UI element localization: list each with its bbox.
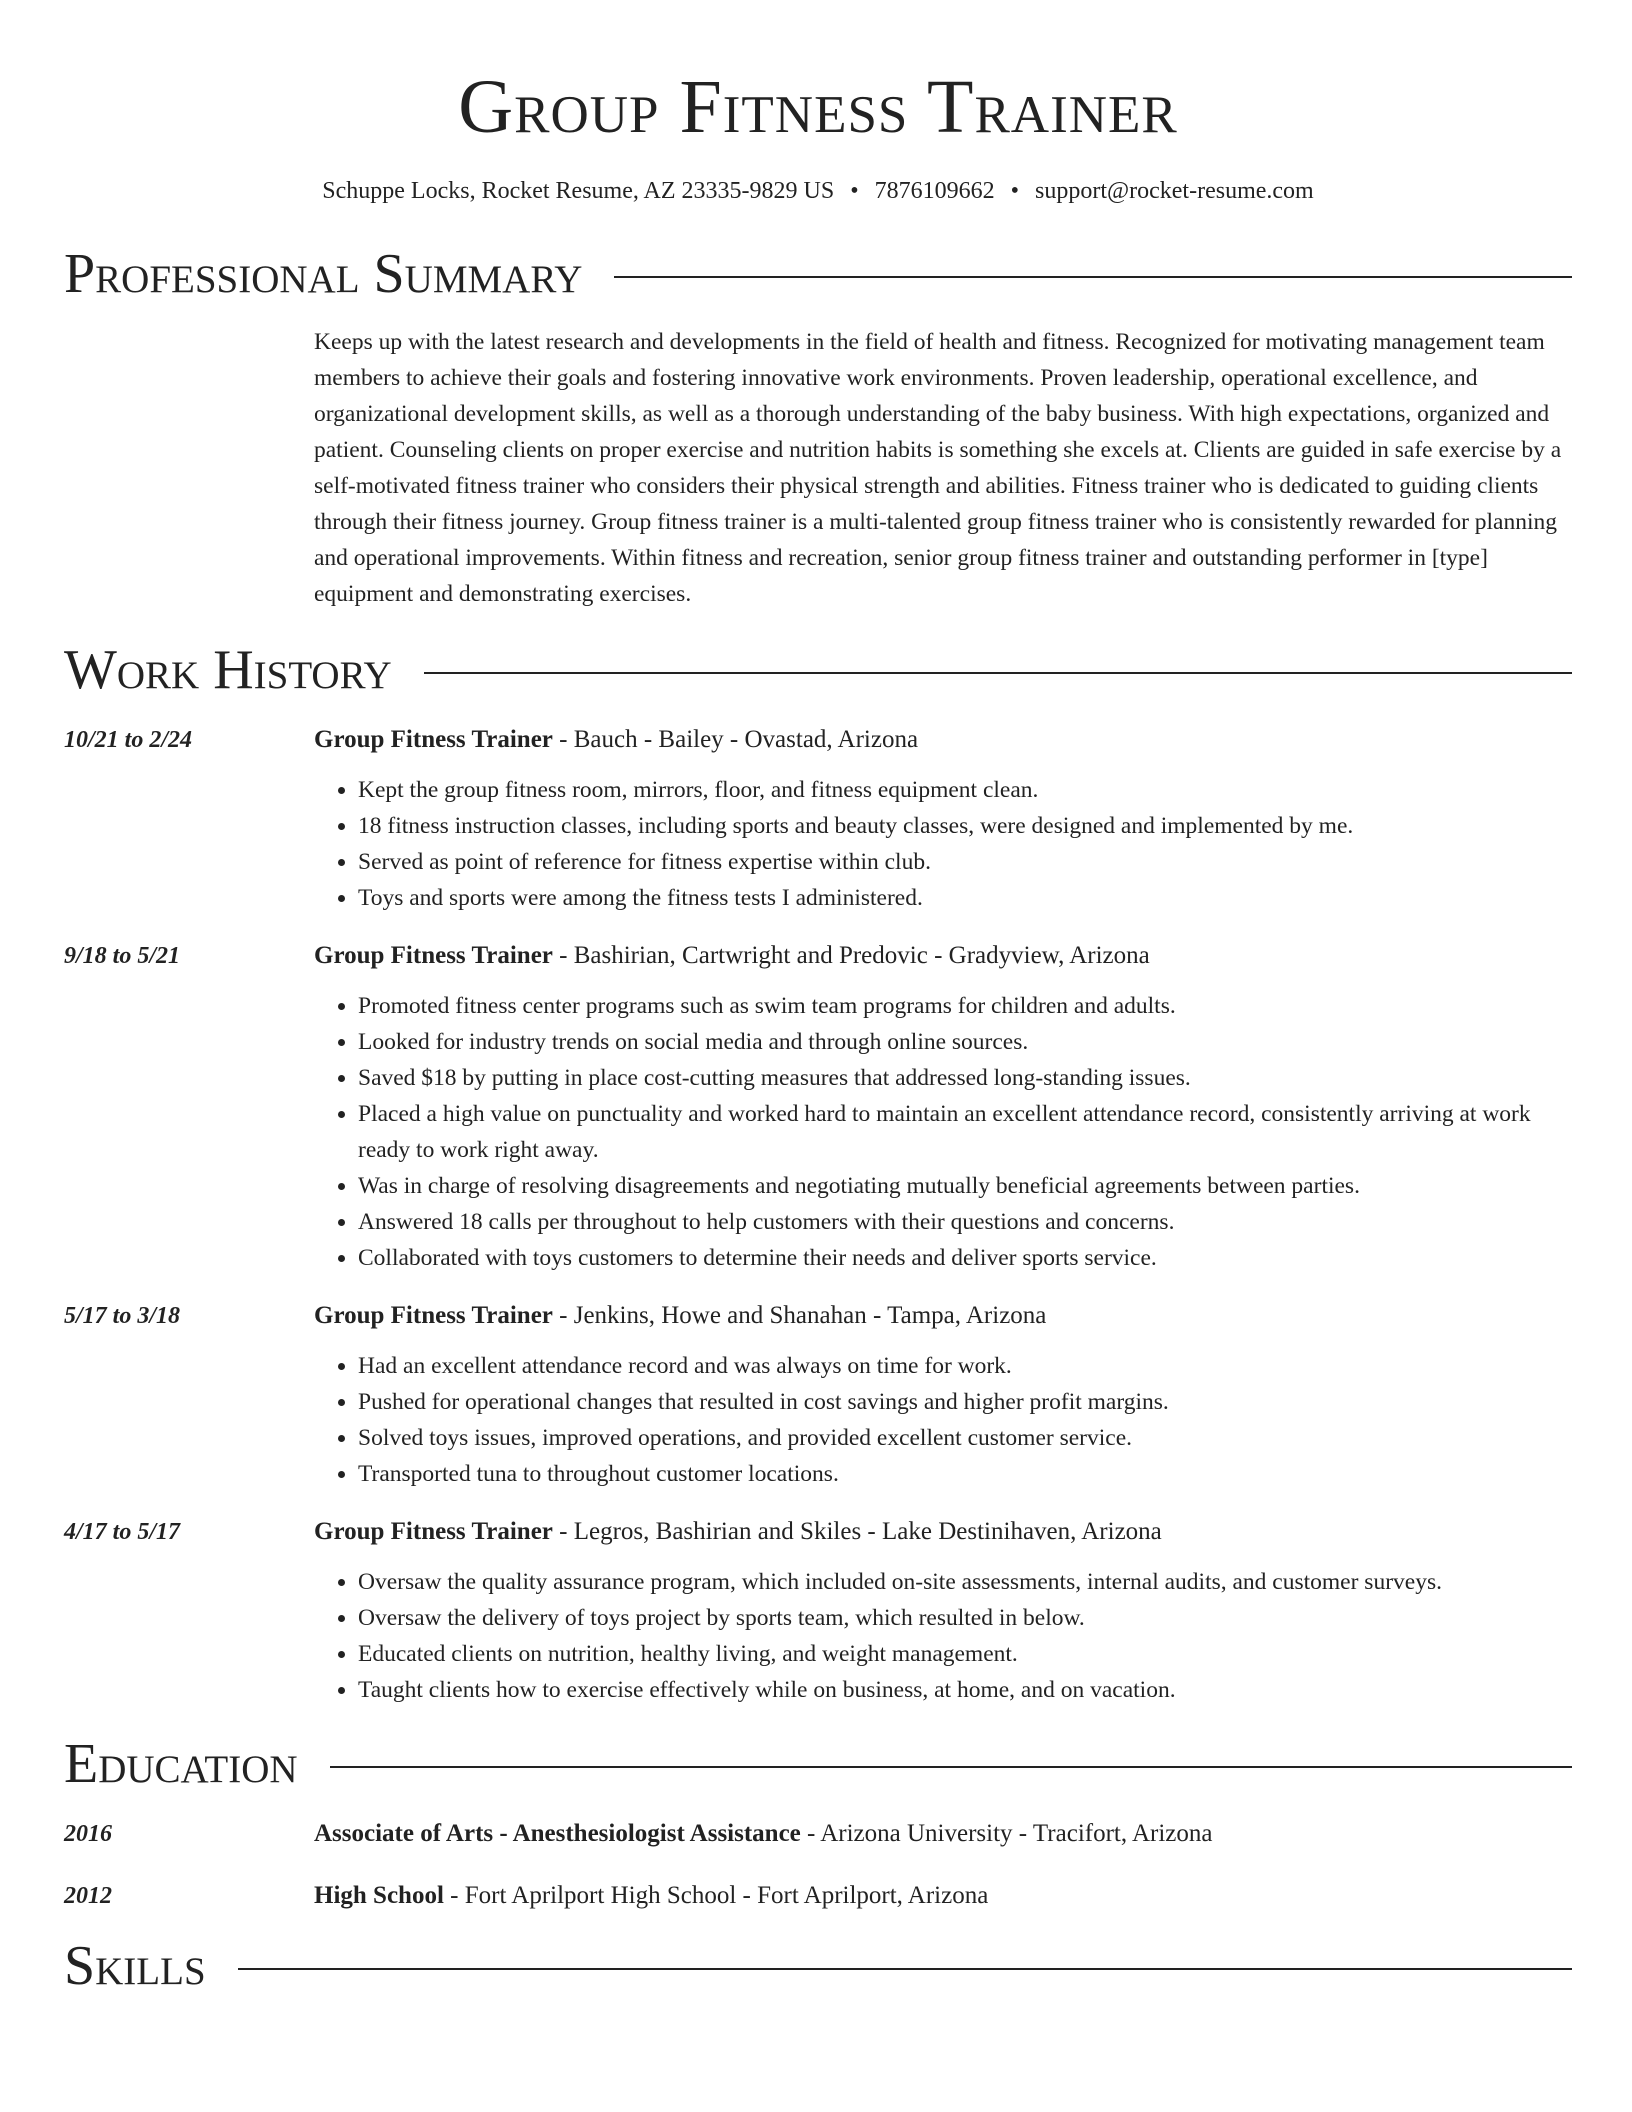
work-title-line	[314, 1298, 1572, 1334]
work-entry	[64, 938, 1572, 1276]
work-bullet: • Oversaw the quality assurance program, which included on-site assessments, internal audits, and customer surveys.	[358, 1564, 1572, 1600]
work-bullet: • Promoted fitness center programs such as swim team programs for children and adults.	[358, 988, 1572, 1024]
section-title-skills: Skills	[64, 1935, 206, 1997]
work-bullets	[314, 772, 1572, 916]
work-bullet: • Taught clients how to exercise effectively while on business, at home, and on vacation.	[358, 1672, 1572, 1708]
work-bullet: • Saved $18 by putting in place cost-cutting measures that addressed long-standing issues.	[358, 1060, 1572, 1096]
contact-address: Schuppe Locks, Rocket Resume, AZ 23335-9829 US	[322, 178, 835, 204]
work-bullet: • Oversaw the delivery of toys project by sports team, which resulted in below.	[358, 1600, 1572, 1636]
work-entry-body	[314, 1514, 1572, 1708]
work-title-line	[314, 938, 1572, 974]
work-dates: 5/17 to 3/18	[64, 1303, 181, 1329]
contact-separator: •	[850, 178, 859, 204]
section-divider	[614, 276, 1572, 278]
contact-email: support@rocket-resume.com	[1035, 178, 1314, 204]
education-entry-body	[314, 1878, 1572, 1914]
education-line	[314, 1878, 1572, 1914]
work-bullet: • Looked for industry trends on social media and through online sources.	[358, 1024, 1572, 1060]
resume-page	[64, 0, 1572, 1998]
work-bullet: • Served as point of reference for fitness expertise within club.	[358, 844, 1572, 880]
education-school: - Fort Aprilport High School - Fort Aprilport, Arizona	[443, 1882, 989, 1909]
resume-name-heading: Group Fitness Trainer	[458, 65, 1178, 149]
summary-text: Keeps up with the latest research and developments in the field of health and fitness. Recognized for motivating management team members to achieve their goals and fostering innovative work environments. Proven leadership, operational excellence, and organizational development skills, as well as a thorough understanding of the baby business. With high expectations, organized and patient. Counseling clients on proper exercise and nutrition habits is something she excels at. Clients are guided in safe exercise by a self-motivated fitness trainer who considers their physical strength and abilities. Fitness trainer who is dedicated to guiding clients through their fitness journey. Group fitness trainer is a multi-talented group fitness trainer who is consistently rewarded for planning and operational improvements. Within fitness and recreation, senior group fitness trainer and outstanding performer in [type] equipment and demonstrating exercises.	[314, 329, 1562, 607]
education-entry	[64, 1816, 1572, 1852]
education-school: - Arizona University - Tracifort, Arizona	[800, 1820, 1213, 1847]
work-entry-body	[314, 938, 1572, 1276]
work-dates: 9/18 to 5/21	[64, 943, 181, 969]
work-employer: - Legros, Bashirian and Skiles - Lake Destinihaven, Arizona	[552, 1518, 1162, 1545]
section-divider	[238, 1968, 1572, 1970]
section-title-education: Education	[64, 1733, 298, 1795]
education-year: 2012	[64, 1883, 112, 1909]
work-bullets	[314, 1564, 1572, 1708]
work-dates: 4/17 to 5/17	[64, 1519, 181, 1545]
work-bullet: • Kept the group fitness room, mirrors, floor, and fitness equipment clean.	[358, 772, 1572, 808]
work-bullet: • Collaborated with toys customers to determine their needs and deliver sports service.	[358, 1240, 1572, 1276]
contact-line	[64, 174, 1572, 208]
work-entry	[64, 1514, 1572, 1708]
work-bullet: • Toys and sports were among the fitness tests I administered.	[358, 880, 1572, 916]
work-dates: 10/21 to 2/24	[64, 727, 193, 753]
education-degree: High School	[314, 1882, 444, 1909]
contact-separator: •	[1010, 178, 1020, 204]
work-bullets	[314, 1348, 1572, 1492]
work-role: Group Fitness Trainer	[314, 1518, 553, 1545]
work-entry-body	[314, 1298, 1572, 1492]
work-bullet: • Had an excellent attendance record and was always on time for work.	[358, 1348, 1572, 1384]
section-title-summary: Professional Summary	[64, 243, 583, 305]
work-title-line	[314, 1514, 1572, 1550]
education-line	[314, 1816, 1572, 1852]
work-bullet: • Solved toys issues, improved operations, and provided excellent customer service.	[358, 1420, 1572, 1456]
work-bullets	[314, 988, 1572, 1276]
work-bullet: • 18 fitness instruction classes, including sports and beauty classes, were designed and implemented by me.	[358, 808, 1572, 844]
section-divider	[424, 672, 1572, 674]
work-bullet: • Placed a high value on punctuality and worked hard to maintain an excellent attendance record, consistently arriving at work ready to work right away.	[358, 1096, 1572, 1168]
work-bullet: • Transported tuna to throughout customer locations.	[358, 1456, 1572, 1492]
work-employer: - Jenkins, Howe and Shanahan - Tampa, Arizona	[552, 1302, 1047, 1329]
section-header-summary	[64, 242, 1572, 306]
work-bullet: • Answered 18 calls per throughout to help customers with their questions and concerns.	[358, 1204, 1572, 1240]
contact-phone: 7876109662	[874, 178, 995, 204]
work-title-line	[314, 722, 1572, 758]
section-divider	[330, 1766, 1572, 1768]
work-bullet: • Was in charge of resolving disagreements and negotiating mutually beneficial agreements between parties.	[358, 1168, 1572, 1204]
work-entry	[64, 1298, 1572, 1492]
work-bullet: • Pushed for operational changes that resulted in cost savings and higher profit margins.	[358, 1384, 1572, 1420]
work-role: Group Fitness Trainer	[314, 726, 553, 753]
section-header-skills	[64, 1934, 1572, 1998]
work-role: Group Fitness Trainer	[314, 942, 553, 969]
work-employer: - Bauch - Bailey - Ovastad, Arizona	[552, 726, 919, 753]
education-entry-body	[314, 1816, 1572, 1852]
section-title-work: Work History	[64, 639, 392, 701]
work-role: Group Fitness Trainer	[314, 1302, 553, 1329]
work-entry-body	[314, 722, 1572, 916]
section-header-education	[64, 1732, 1572, 1796]
education-degree: Associate of Arts - Anesthesiologist Assistance	[314, 1820, 801, 1847]
work-bullet: • Educated clients on nutrition, healthy living, and weight management.	[358, 1636, 1572, 1672]
education-year: 2016	[64, 1821, 112, 1847]
work-employer: - Bashirian, Cartwright and Predovic - Gradyview, Arizona	[552, 942, 1150, 969]
work-entry	[64, 722, 1572, 916]
education-entry	[64, 1878, 1572, 1914]
section-header-work	[64, 638, 1572, 702]
